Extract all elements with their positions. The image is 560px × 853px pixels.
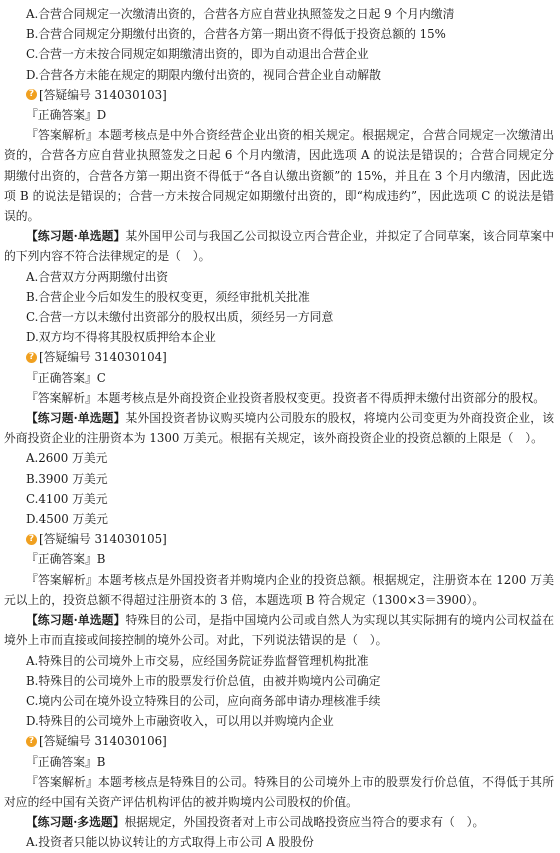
- answer-option: C.4100 万美元: [26, 491, 108, 506]
- question-badge-icon: ?: [26, 534, 37, 545]
- answer-option: A.投资者只能以协议转让的方式取得上市公司 A 股股份: [26, 835, 314, 850]
- correct-answer: 『正确答案』B: [26, 552, 106, 567]
- exercise-heading: 【练习题·单选题】: [26, 613, 126, 628]
- question-id: [答疑编号 314030106]: [39, 734, 167, 749]
- answer-option: B.合营企业今后如发生的股权变更，须经审批机关批准: [26, 289, 310, 304]
- answer-option: C.合营一方以未缴付出资部分的股权出质，须经另一方同意: [26, 310, 334, 325]
- answer-option: C.合营一方未按合同规定如期缴清出资的，即为自动退出合营企业: [26, 47, 369, 62]
- answer-option: A.特殊目的公司境外上市交易，应经国务院证券监督管理机构批准: [26, 653, 369, 668]
- correct-answer: 『正确答案』C: [26, 370, 106, 385]
- exercise-question: [4, 610, 554, 650]
- answer-option: B.合营合同规定分期缴付出资的，合营各方第一期出资不得低于投资总额的 15%: [26, 27, 446, 42]
- exercise-question: [4, 226, 554, 266]
- exercise-heading: 【练习题·单选题】: [26, 229, 126, 244]
- question-id-row: [4, 347, 554, 367]
- answer-option: A.2600 万美元: [26, 451, 108, 466]
- answer-option: D.4500 万美元: [26, 512, 108, 527]
- answer-option: D.双方均不得将其股权质押给本企业: [26, 330, 216, 345]
- question-id-row: [4, 85, 554, 105]
- question-id-row: [4, 731, 554, 751]
- answer-explanation: 『答案解析』本题考核点是中外合资经营企业出资的相关规定。根据规定，合营合同规定一次缴清出资的，合营各方应自营业执照签发之日起 6 个月内缴清，因此选项 A 的说法是错误的；合营合同规定分期缴付出资的，合营各方第一期出资不得低于“各自认缴出资额”的 15%，并且在 3 个月内缴清，因此选项 B 的说法是错误的；合营一方未按合同规定如期缴付出资的，即“构成违约”，因此选项 C 的说法是错误的。: [4, 128, 554, 224]
- answer-option: A.合营合同规定一次缴清出资的，合营各方应自营业执照签发之日起 9 个月内缴清: [26, 7, 455, 21]
- answer-option: D.合营各方未能在规定的期限内缴付出资的，视同合营企业自动解散: [26, 67, 381, 82]
- question-badge-icon: ?: [26, 89, 37, 100]
- question-id: [答疑编号 314030105]: [39, 532, 167, 547]
- exercise-heading: 【练习题·单选题】: [26, 411, 126, 426]
- correct-answer: 『正确答案』D: [26, 108, 107, 123]
- exercise-question: [4, 812, 554, 832]
- answer-option: B.特殊目的公司境外上市的股票发行价总值，由被并购境内公司确定: [26, 673, 381, 688]
- exercise-text: 某外国甲公司与我国乙公司拟设立丙合营企业，并拟定了合同草案，该合同草案中的下列内容不符合法律规定的是（ ）。: [4, 229, 554, 264]
- exercise-text: 根据规定，外国投资者对上市公司战略投资应当符合的要求有（ ）。: [124, 815, 485, 830]
- exercise-heading: 【练习题·多选题】: [26, 815, 125, 830]
- exercise-question: [4, 408, 554, 448]
- exercise-text: 某外国投资者协议购买境内公司股东的股权，将境内公司变更为外商投资企业，该外商投资企业的注册资本为 1300 万美元。根据有关规定，该外商投资企业的投资总额的上限是（ ）。: [4, 411, 554, 446]
- question-badge-icon: ?: [26, 352, 37, 363]
- question-badge-icon: ?: [26, 736, 37, 747]
- question-id-row: [4, 529, 554, 549]
- answer-explanation: 『答案解析』本题考核点是外国投资者并购境内企业的投资总额。根据规定，注册资本在 1200 万美元以上的，投资总额不得超过注册资本的 3 倍，本题选项 B 符合规定（1300×3＝3900）。: [4, 572, 554, 607]
- question-id: [答疑编号 314030104]: [39, 350, 167, 365]
- answer-option: C.境内公司在境外设立特殊目的公司，应向商务部申请办理核准手续: [26, 693, 381, 708]
- answer-option: B.3900 万美元: [26, 471, 108, 486]
- answer-explanation: 『答案解析』本题考核点是特殊目的公司。特殊目的公司境外上市的股票发行价总值，不得低于其所对应的经中国有关资产评估机构评估的被并购境内公司股权的价值。: [4, 774, 554, 809]
- document-page: [4, 4, 554, 853]
- answer-option: D.特殊目的公司境外上市融资收入，可以用以并购境内企业: [26, 714, 334, 729]
- answer-option: A.合营双方分两期缴付出资: [26, 269, 169, 284]
- answer-explanation: 『答案解析』本题考核点是外商投资企业投资者股权变更。投资者不得质押未缴付出资部分的股权。: [26, 390, 546, 405]
- exercise-text: 特殊目的公司，是指中国境内公司或自然人为实现以其实际拥有的境内公司权益在境外上市而直接或间接控制的境外公司。对此，下列说法错误的是（ ）。: [4, 613, 554, 648]
- question-id: [答疑编号 314030103]: [39, 87, 167, 102]
- correct-answer: 『正确答案』B: [26, 754, 106, 769]
